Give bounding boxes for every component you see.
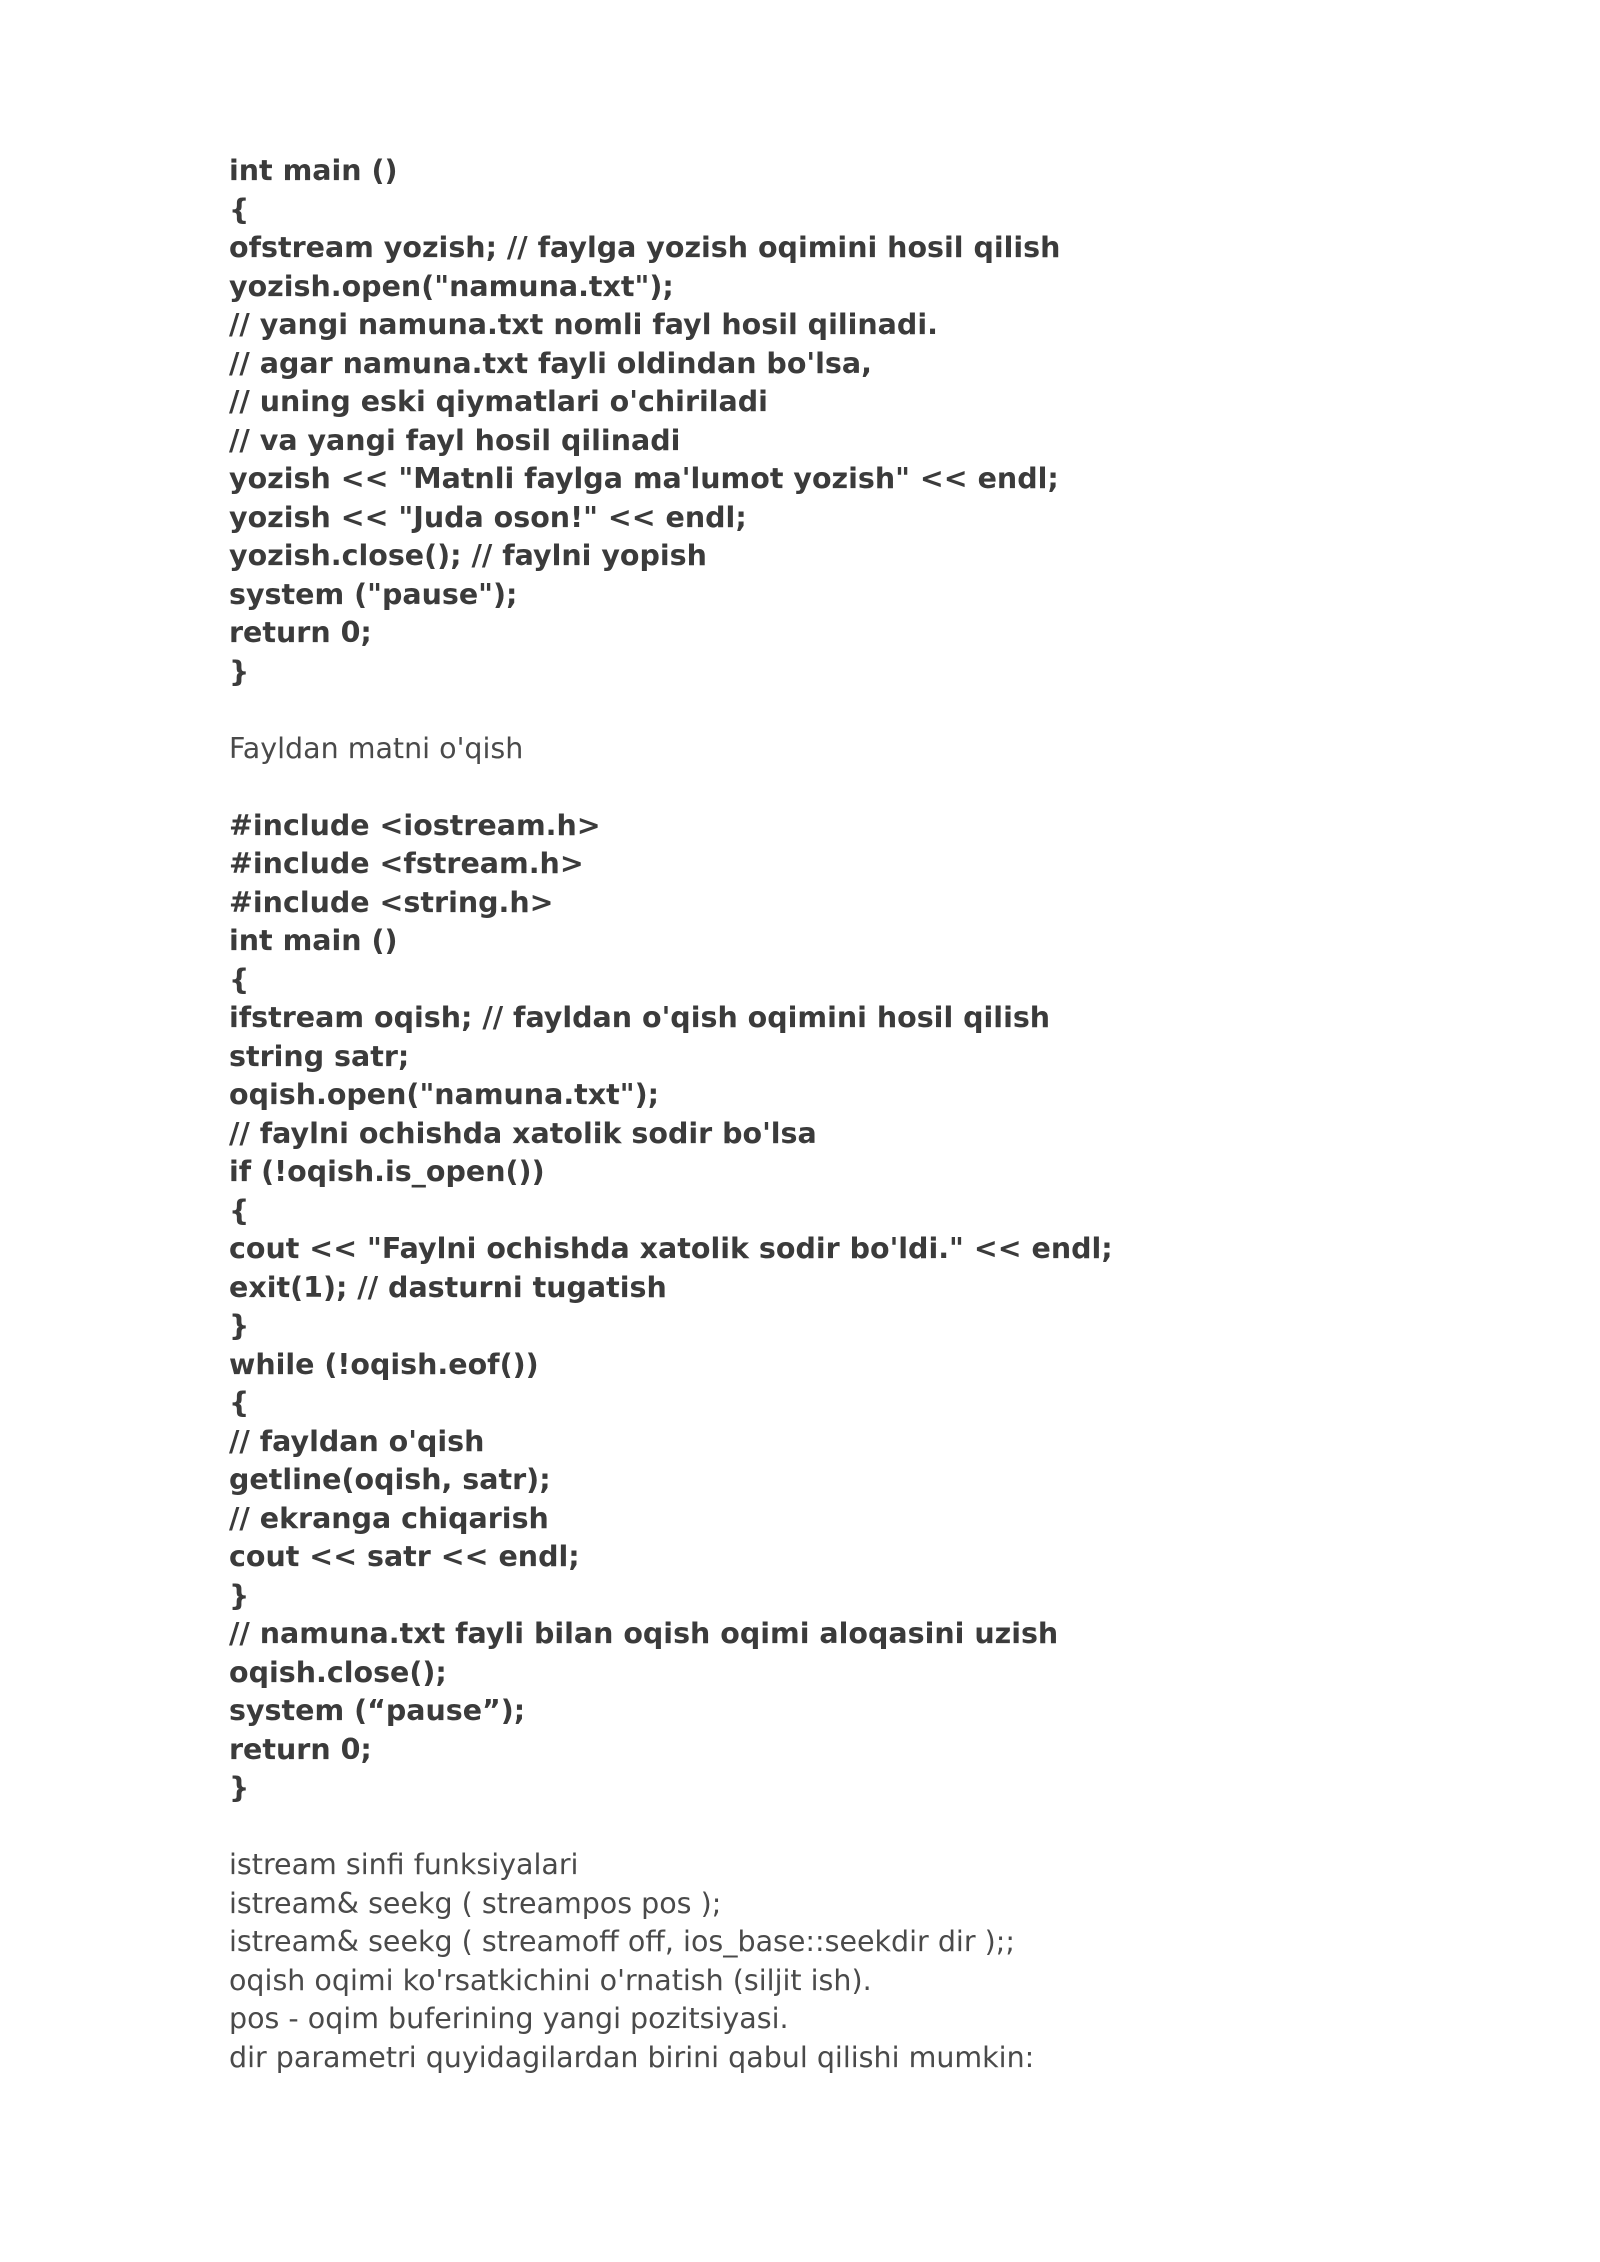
code-line: { — [229, 1386, 250, 1419]
code-line: } — [229, 1578, 250, 1612]
code-line: } — [229, 1771, 250, 1804]
code-line: return 0; — [229, 1732, 372, 1766]
code-block-write-file — [229, 152, 1449, 691]
text-line: istream& seekg ( streampos pos ); — [229, 1886, 722, 1920]
code-line: cout << "Faylni ochishda xatolik sodir bo'ldi." << endl; — [229, 1232, 1113, 1265]
code-line: // fayldan o'qish — [229, 1424, 485, 1458]
blank-line — [229, 1808, 1449, 1847]
code-line: yozish.close(); // faylni yopish — [229, 539, 707, 572]
code-line: oqish.close(); — [229, 1655, 447, 1689]
code-line: } — [229, 654, 250, 688]
code-line: } — [229, 1309, 250, 1342]
code-line: oqish.open("namuna.txt"); — [229, 1078, 660, 1111]
code-line: // yangi namuna.txt nomli fayl hosil qilinadi. — [229, 308, 938, 341]
code-block-read-file — [229, 807, 1449, 1808]
code-line: #include <iostream.h> — [229, 808, 601, 842]
text-line: pos - oqim buferining yangi pozitsiyasi. — [229, 2002, 789, 2035]
code-line: ifstream oqish; // fayldan o'qish oqimini hosil qilish — [229, 1001, 1051, 1034]
section-heading-read: Fayldan matni o'qish — [229, 731, 524, 765]
code-line: #include <string.h> — [229, 885, 554, 919]
code-line: yozish.open("namuna.txt"); — [229, 269, 674, 303]
code-line: // agar namuna.txt fayli oldindan bo'lsa, — [229, 346, 872, 380]
code-line: if (!oqish.is_open()) — [229, 1155, 545, 1188]
text-line: oqish oqimi ko'rsatkichini o'rnatish (siljit ish). — [229, 1963, 872, 1997]
code-line: return 0; — [229, 616, 372, 649]
document-page — [229, 152, 1449, 2077]
code-line: { — [229, 1193, 250, 1227]
blank-line — [229, 691, 1449, 730]
code-line: // va yangi fayl hosil qilinadi — [229, 423, 681, 457]
code-line: string satr; — [229, 1039, 410, 1073]
code-line: { — [229, 192, 250, 226]
code-line: while (!oqish.eof()) — [229, 1347, 539, 1381]
code-line: int main () — [229, 924, 398, 957]
code-line: yozish << "Juda oson!" << endl; — [229, 500, 747, 534]
blank-line — [229, 768, 1449, 807]
text-line: dir parametri quyidagilardan birini qabul qilishi mumkin: — [229, 2040, 1035, 2074]
code-line: // namuna.txt fayli bilan oqish oqimi aloqasini uzish — [229, 1617, 1059, 1650]
code-line: #include <fstream.h> — [229, 847, 584, 880]
prose-istream-functions — [229, 1846, 1449, 2077]
text-line: istream& seekg ( streamoff off, ios_base::seekdir dir );; — [229, 1925, 1015, 1958]
code-line: system ("pause"); — [229, 577, 518, 611]
code-line: // faylni ochishda xatolik sodir bo'lsa — [229, 1116, 817, 1150]
code-line: cout << satr << endl; — [229, 1540, 580, 1573]
code-line: yozish << "Matnli faylga ma'lumot yozish" << endl; — [229, 462, 1059, 495]
code-line: getline(oqish, satr); — [229, 1463, 551, 1496]
code-line: ofstream yozish; // faylga yozish oqimini hosil qilish — [229, 231, 1061, 264]
code-line: // uning eski qiymatlari o'chiriladi — [229, 385, 768, 418]
code-line: exit(1); // dasturni tugatish — [229, 1270, 667, 1304]
code-line: { — [229, 962, 250, 996]
code-line: int main () — [229, 154, 398, 187]
code-line: system (“pause”); — [229, 1694, 526, 1727]
section-heading-read-block — [229, 730, 1449, 769]
code-line: // ekranga chiqarish — [229, 1501, 549, 1535]
text-line: istream sinfi funksiyalari — [229, 1848, 579, 1881]
